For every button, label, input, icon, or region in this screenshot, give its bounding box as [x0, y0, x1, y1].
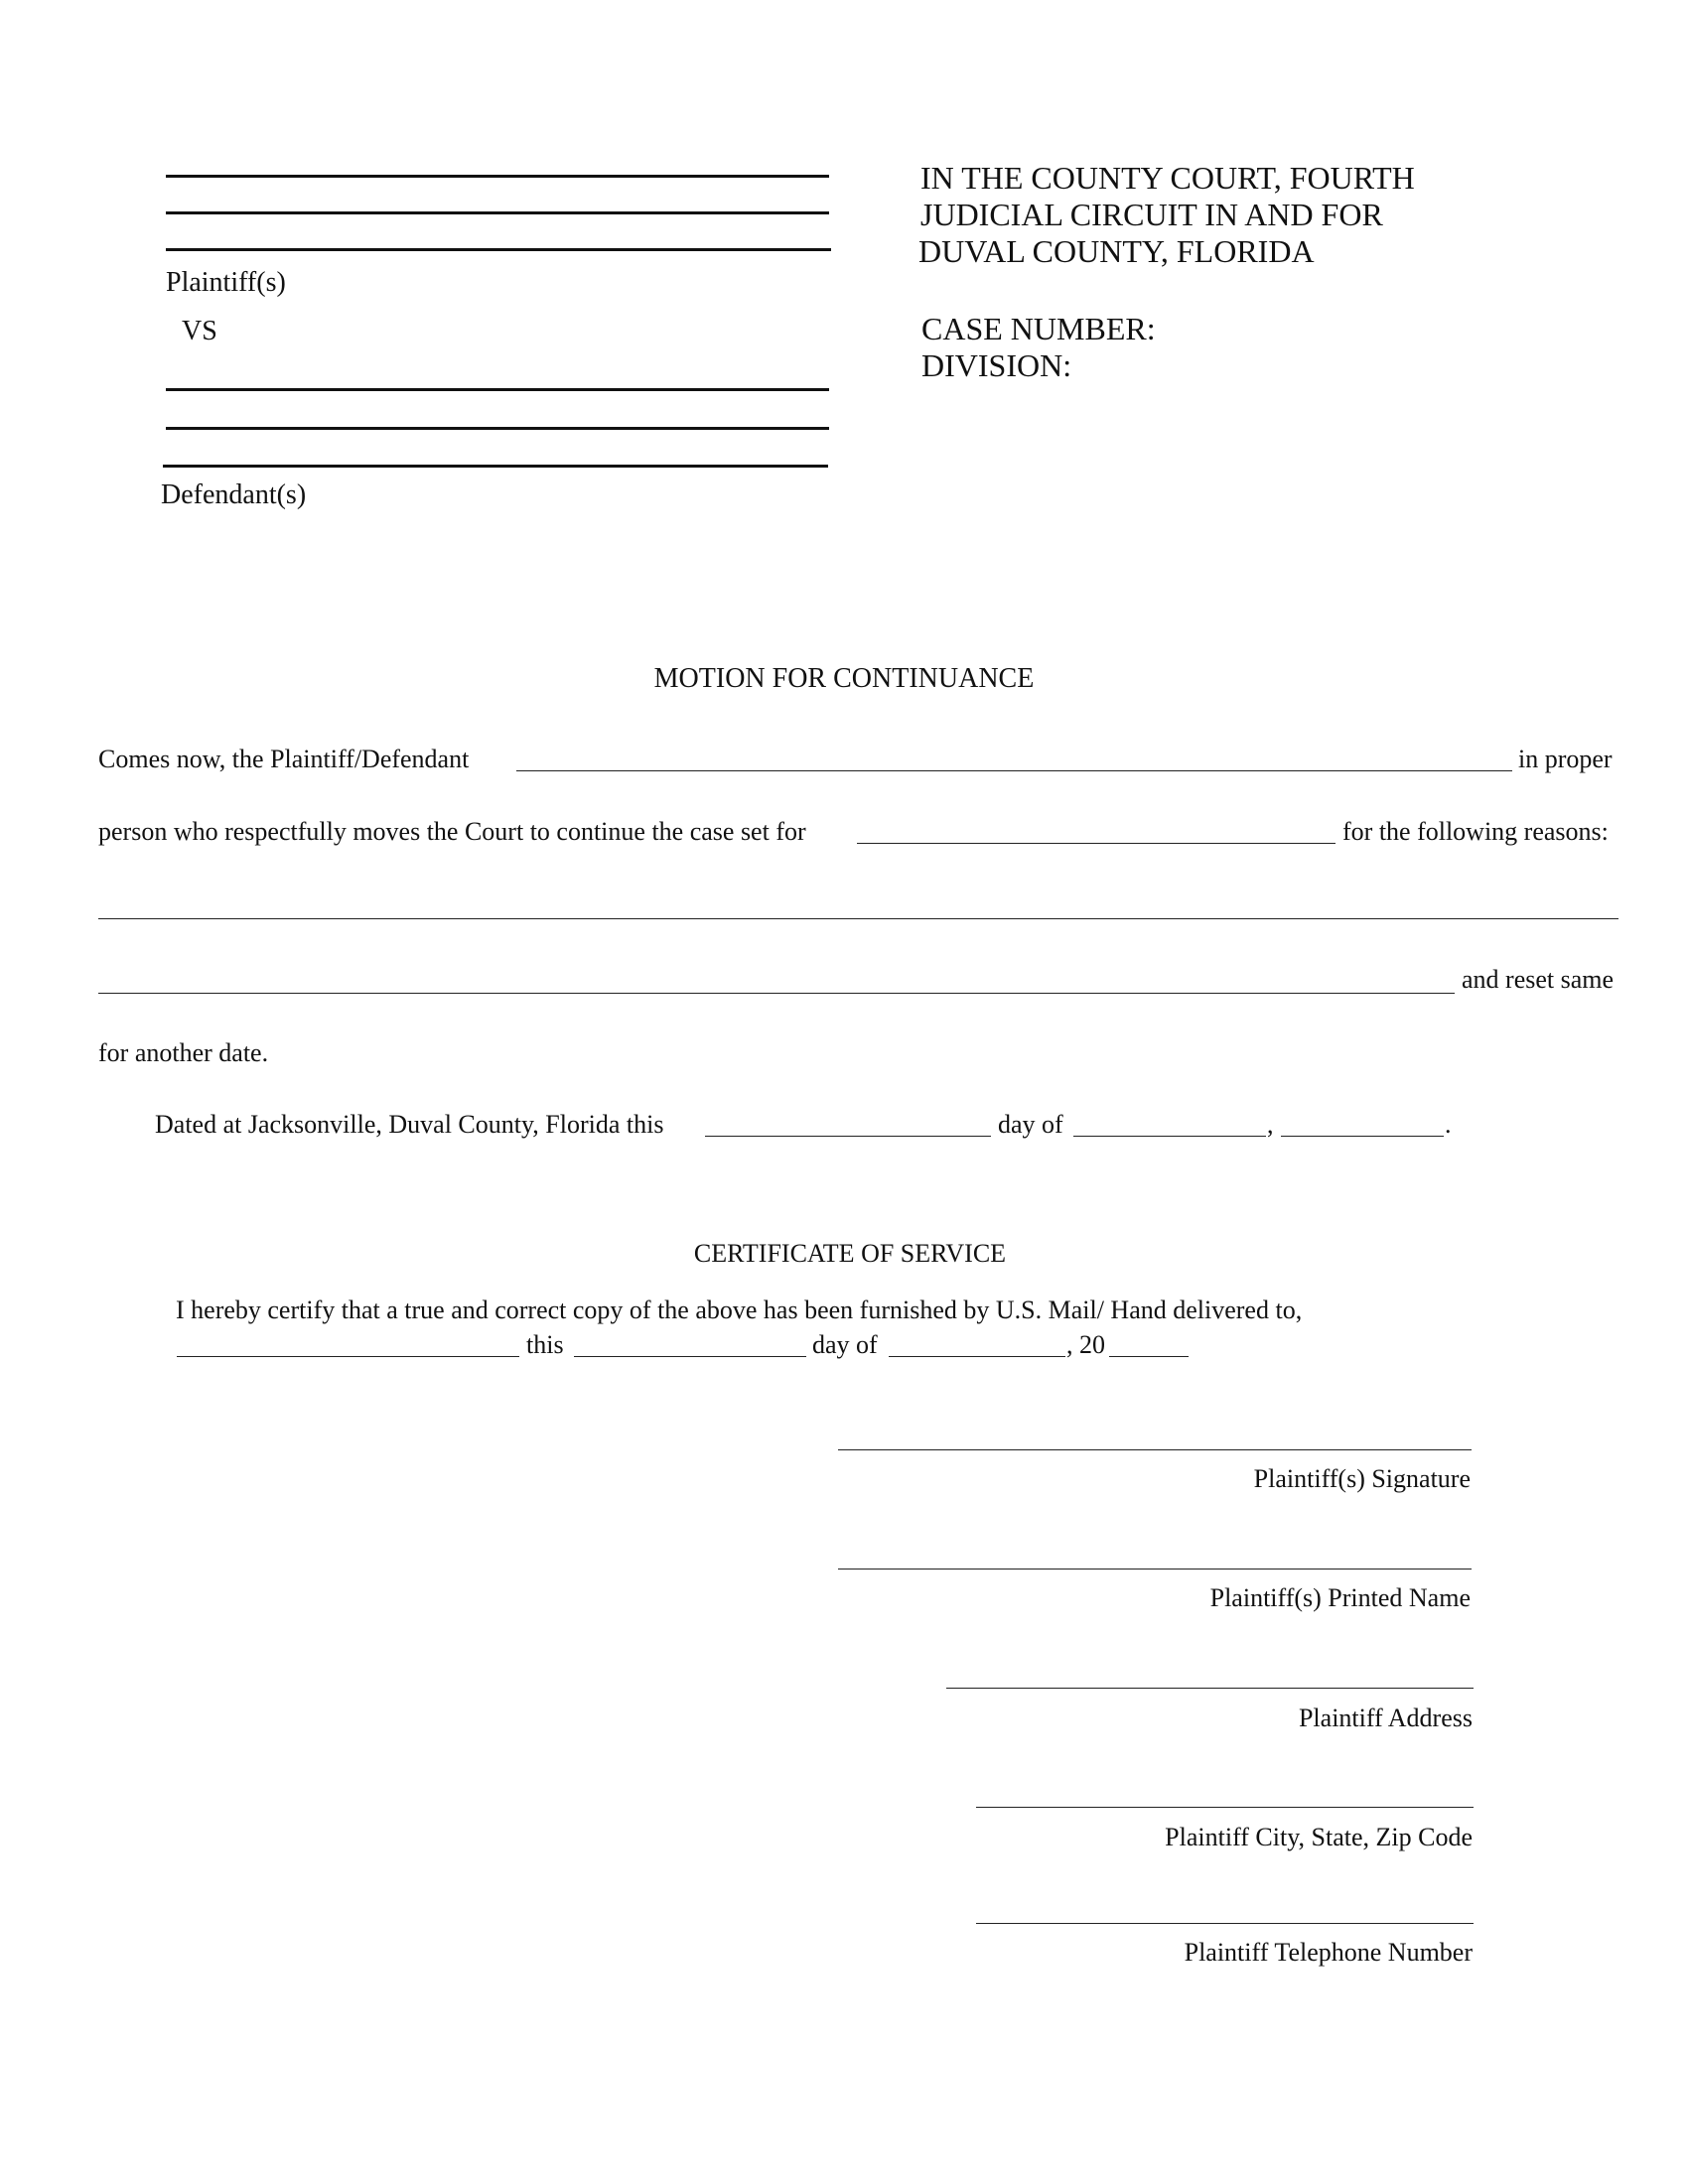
- motion-title: MOTION FOR CONTINUANCE: [653, 663, 1035, 694]
- cert-year-blank[interactable]: [1109, 1356, 1189, 1357]
- dated-at-text: Dated at Jacksonville, Duval County, Florida this: [155, 1110, 664, 1139]
- telephone-label: Plaintiff Telephone Number: [1184, 1938, 1473, 1967]
- division-label: DIVISION:: [921, 347, 1072, 383]
- signature-line[interactable]: [838, 1449, 1472, 1450]
- telephone-line[interactable]: [976, 1923, 1474, 1924]
- certify-text: I hereby certify that a true and correct copy of the above has been furnished by U.S. Mail/ Hand delivered to,: [176, 1296, 1303, 1324]
- dated-period: .: [1445, 1110, 1452, 1139]
- reason-line-1[interactable]: [98, 918, 1618, 919]
- dated-day-of-text: day of: [998, 1110, 1063, 1139]
- dated-month-blank[interactable]: [1073, 1136, 1266, 1137]
- printed-name-line[interactable]: [838, 1569, 1472, 1570]
- in-proper-text: in proper: [1518, 745, 1613, 773]
- cert-this-text: this: [526, 1330, 564, 1359]
- dated-comma: ,: [1267, 1110, 1274, 1139]
- defendant-line-3[interactable]: [163, 465, 828, 468]
- city-state-zip-line[interactable]: [976, 1807, 1474, 1808]
- certificate-title: CERTIFICATE OF SERVICE: [693, 1239, 1007, 1268]
- address-label: Plaintiff Address: [1298, 1704, 1473, 1732]
- plaintiff-line-1[interactable]: [166, 175, 829, 178]
- defendant-line-2[interactable]: [166, 427, 829, 430]
- dated-day-blank[interactable]: [705, 1136, 991, 1137]
- court-line-3: DUVAL COUNTY, FLORIDA: [918, 233, 1315, 269]
- reset-same-text: and reset same: [1462, 965, 1615, 994]
- another-date-text: for another date.: [98, 1038, 269, 1067]
- address-line[interactable]: [946, 1688, 1474, 1689]
- defendant-label: Defendant(s): [161, 479, 307, 510]
- reason-line-2[interactable]: [98, 993, 1455, 994]
- city-state-zip-label: Plaintiff City, State, Zip Code: [1165, 1823, 1473, 1851]
- served-party-blank[interactable]: [177, 1356, 519, 1357]
- signature-label: Plaintiff(s) Signature: [1253, 1464, 1471, 1493]
- court-line-1: IN THE COUNTY COURT, FOURTH: [920, 160, 1415, 196]
- comes-now-text: Comes now, the Plaintiff/Defendant: [98, 745, 470, 773]
- case-set-for-blank[interactable]: [857, 843, 1336, 844]
- plaintiff-label: Plaintiff(s): [166, 267, 286, 298]
- court-line-2: JUDICIAL CIRCUIT IN AND FOR: [920, 197, 1383, 232]
- case-number-label: CASE NUMBER:: [921, 311, 1156, 346]
- cert-month-blank[interactable]: [889, 1356, 1065, 1357]
- following-reasons-text: for the following reasons:: [1342, 817, 1609, 846]
- dated-year-blank[interactable]: [1281, 1136, 1444, 1137]
- printed-name-label: Plaintiff(s) Printed Name: [1209, 1583, 1471, 1612]
- cert-day-of-text: day of: [812, 1330, 878, 1359]
- cert-day-blank[interactable]: [574, 1356, 806, 1357]
- party-name-blank[interactable]: [516, 770, 1512, 771]
- plaintiff-line-2[interactable]: [166, 211, 829, 214]
- versus-label: VS: [182, 316, 217, 346]
- cert-year-prefix: , 20: [1066, 1330, 1105, 1359]
- defendant-line-1[interactable]: [166, 388, 829, 391]
- plaintiff-line-3[interactable]: [166, 248, 831, 251]
- person-moves-text: person who respectfully moves the Court to continue the case set for: [98, 817, 806, 846]
